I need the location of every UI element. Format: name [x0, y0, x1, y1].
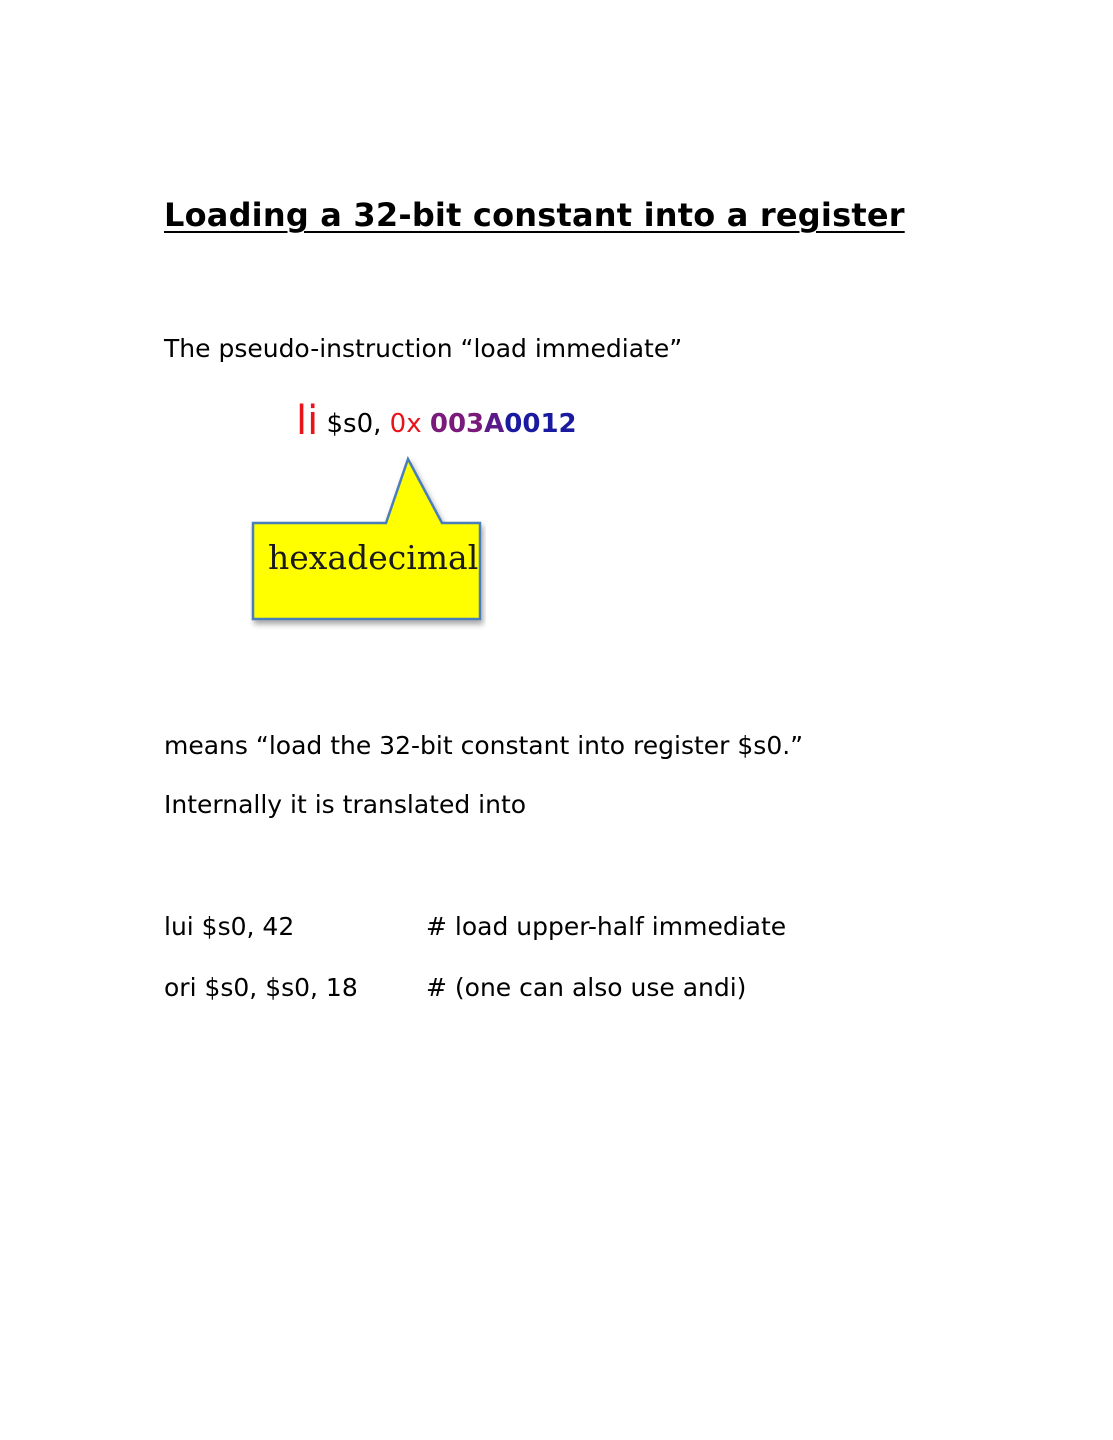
page-title: Loading a 32-bit constant into a register — [164, 196, 905, 234]
instruction-opcode: li — [296, 398, 319, 444]
hex-prefix: 0x — [389, 409, 430, 439]
hex-digits-part-2: A — [484, 409, 505, 439]
code-instruction: ori $s0, $s0, 18 — [164, 973, 358, 1002]
hex-digits-part-1: 003 — [429, 409, 485, 439]
code-comment: # (one can also use andi) — [426, 973, 747, 1002]
hex-digits-part-3: 0012 — [504, 409, 577, 439]
code-line — [164, 912, 786, 941]
code-line — [164, 973, 746, 1002]
translation-text: Internally it is translated into — [164, 790, 527, 819]
instruction-register: $s0, — [318, 409, 390, 439]
meaning-text: means “load the 32-bit constant into register $s0.” — [164, 731, 804, 760]
code-comment: # load upper-half immediate — [426, 912, 787, 941]
li-instruction — [296, 398, 577, 444]
callout-label: hexadecimal — [268, 538, 479, 577]
code-instruction: lui $s0, 42 — [164, 912, 295, 941]
intro-text: The pseudo-instruction “load immediate” — [164, 334, 683, 363]
